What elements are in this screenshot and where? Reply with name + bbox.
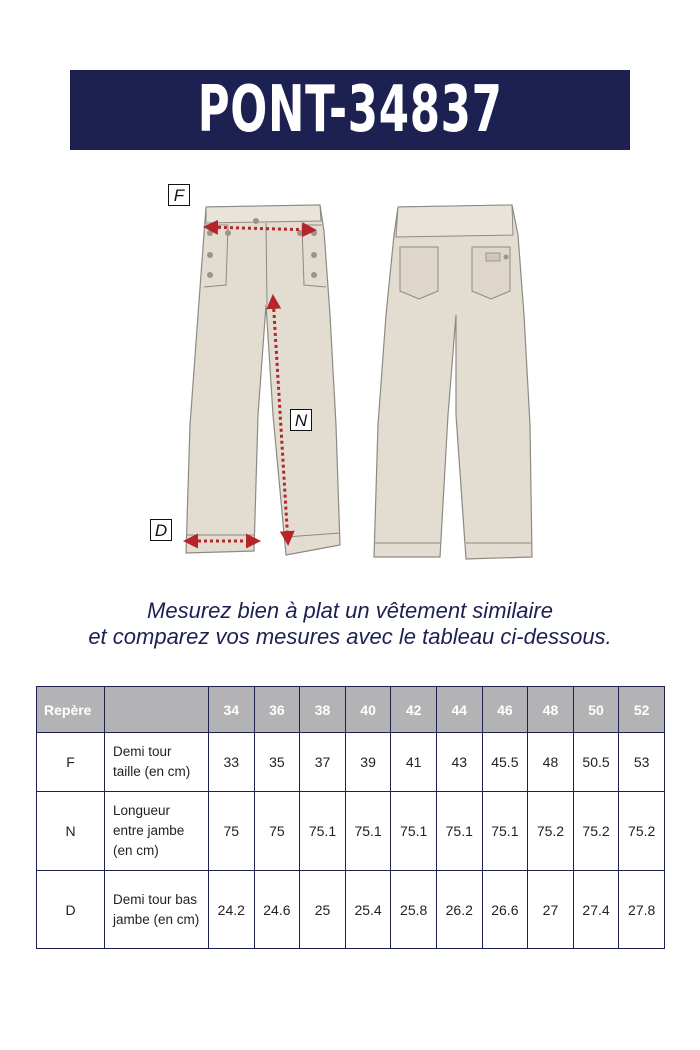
table-cell: 50.5 <box>573 733 619 792</box>
table-cell: 75.2 <box>528 792 574 871</box>
table-row <box>37 733 665 792</box>
instructions-line-2: et comparez vos mesures avec le tableau ci-dessous. <box>88 624 612 649</box>
header-size: 50 <box>573 687 619 733</box>
table-cell: 75.2 <box>619 792 665 871</box>
table-cell: 35 <box>254 733 300 792</box>
table-cell: 27.8 <box>619 871 665 949</box>
row-label: Demi tour taille (en cm) <box>105 733 209 792</box>
table-cell: 75.1 <box>391 792 437 871</box>
table-cell: 25.8 <box>391 871 437 949</box>
pants-illustration <box>140 175 560 575</box>
product-reference: PONT-34837 <box>197 73 503 147</box>
title-banner <box>70 70 630 150</box>
header-size: 44 <box>436 687 482 733</box>
table-cell: 75.1 <box>436 792 482 871</box>
instructions-line-1: Mesurez bien à plat un vêtement similaire <box>147 598 553 623</box>
size-header-row <box>37 687 665 733</box>
table-row <box>37 792 665 871</box>
table-cell: 26.2 <box>436 871 482 949</box>
row-label: Longueur entre jambe (en cm) <box>105 792 209 871</box>
header-size: 52 <box>619 687 665 733</box>
table-cell: 45.5 <box>482 733 528 792</box>
back-pocket-left <box>400 247 438 299</box>
marker-n: N <box>290 409 312 431</box>
table-cell: 75.1 <box>300 792 346 871</box>
table-cell: 39 <box>345 733 391 792</box>
table-cell: 24.2 <box>209 871 255 949</box>
marker-f: F <box>168 184 190 206</box>
header-repere: Repère <box>37 687 105 733</box>
front-view <box>186 205 340 555</box>
back-button <box>504 255 509 260</box>
header-size: 40 <box>345 687 391 733</box>
table-cell: 75.2 <box>573 792 619 871</box>
row-marker: N <box>37 792 105 871</box>
table-cell: 24.6 <box>254 871 300 949</box>
table-cell: 27.4 <box>573 871 619 949</box>
table-cell: 75 <box>254 792 300 871</box>
table-cell: 25.4 <box>345 871 391 949</box>
table-row <box>37 871 665 949</box>
size-table <box>36 686 665 949</box>
back-waistband <box>396 205 513 237</box>
table-cell: 75.1 <box>345 792 391 871</box>
header-size: 36 <box>254 687 300 733</box>
header-size: 38 <box>300 687 346 733</box>
front-waistband <box>206 205 321 223</box>
header-size: 34 <box>209 687 255 733</box>
row-marker: F <box>37 733 105 792</box>
row-marker: D <box>37 871 105 949</box>
header-size: 42 <box>391 687 437 733</box>
table-cell: 75 <box>209 792 255 871</box>
table-cell: 48 <box>528 733 574 792</box>
table-cell: 25 <box>300 871 346 949</box>
table-cell: 43 <box>436 733 482 792</box>
header-size: 48 <box>528 687 574 733</box>
table-cell: 27 <box>528 871 574 949</box>
back-pocket-flap <box>486 253 500 261</box>
back-view <box>374 205 532 559</box>
row-label: Demi tour bas jambe (en cm) <box>105 871 209 949</box>
header-description <box>105 687 209 733</box>
table-cell: 37 <box>300 733 346 792</box>
table-cell: 41 <box>391 733 437 792</box>
marker-d: D <box>150 519 172 541</box>
table-cell: 53 <box>619 733 665 792</box>
table-cell: 75.1 <box>482 792 528 871</box>
measuring-instructions <box>0 598 700 650</box>
header-size: 46 <box>482 687 528 733</box>
table-cell: 26.6 <box>482 871 528 949</box>
table-cell: 33 <box>209 733 255 792</box>
